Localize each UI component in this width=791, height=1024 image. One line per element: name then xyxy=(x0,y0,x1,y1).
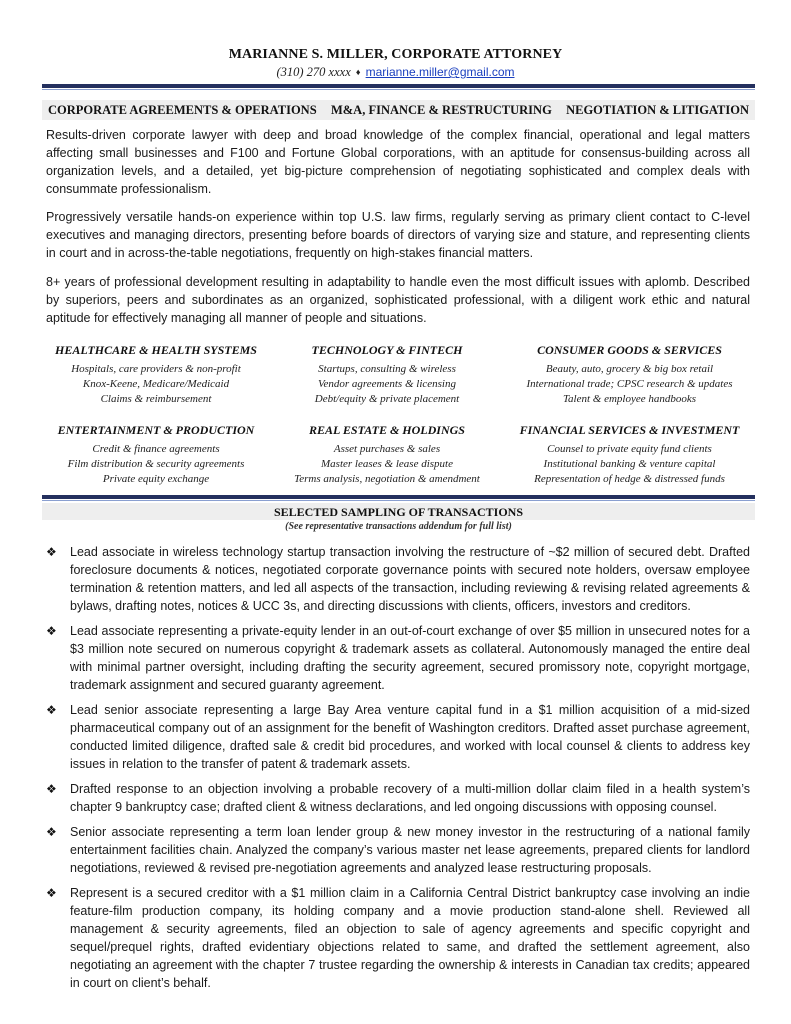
phone-number: (310) 270 xxxx xyxy=(276,65,351,79)
industry-financial-services xyxy=(504,422,755,487)
industry-line: Private equity exchange xyxy=(102,473,210,485)
diamond-bullet-icon: ❖ xyxy=(46,545,57,559)
contact-line xyxy=(0,65,791,80)
industry-heading: TECHNOLOGY & FINTECH xyxy=(311,343,463,357)
industry-line: Beauty, auto, grocery & big box retail xyxy=(545,363,714,375)
transaction-text: Senior associate representing a term loan lender group & new money investor in the restructuring of a national family entertainment facilities chain. Analyzed the company’s various master net lease agreements, prepared clients for landlord negotiations, reviewed & revised pre-negotiation agreements and analyzed lease restructuring proposals. xyxy=(70,825,750,875)
industry-line: Debt/equity & private placement xyxy=(314,393,460,405)
transaction-text: Lead senior associate representing a large Bay Area venture capital fund in a $1 million acquisition of a mid-sized pharmaceutical company out of an assignment for the benefit of Washington creditors. Drafted asset purchase agreement, conducted limited diligence, drafted sale & credit bid procedures, and worked with local counsel & clients to address key issues in relation to the transfer of patent & trademark assets. xyxy=(70,703,750,771)
industry-line: Vendor agreements & licensing xyxy=(318,378,456,390)
industry-heading: CONSUMER GOODS & SERVICES xyxy=(537,343,722,357)
summary-paragraph-1: Results-driven corporate lawyer with deep and broad knowledge of the complex financial, operational and legal matters affecting small businesses and F100 and Fortune Global corporations, with an aptitude for consensus-building across all organization levels, and a detailed, yet big-picture comprehension of negotiating sophisticated and complex deals with consummate professionalism. xyxy=(46,128,750,196)
transaction-text: Lead associate representing a private-equity lender in an out-of-court exchange of over $5 million in unsecured notes for a $3 million note secured on numerous copyright & trademark assets as collateral. Autonomously managed the entire deal with minimal partner oversight, including drafting the security agreement, secured promissory note, copyright mortgage, trademark assignment and secured guaranty agreement. xyxy=(70,624,750,692)
industry-line: International trade; CPSC research & updates xyxy=(526,378,733,390)
section-title: SELECTED SAMPLING OF TRANSACTIONS xyxy=(273,505,524,519)
practice-area-1: CORPORATE AGREEMENTS & OPERATIONS xyxy=(48,102,317,117)
summary-paragraph-2: Progressively versatile hands-on experience within top U.S. law firms, regularly serving as primary client contact to C-level executives and managing directors, presenting before boards of directors of varying size and stature, and representing clients in court and in across-the-table negotiations, frequently on high-stakes financial matters. xyxy=(46,210,750,260)
industries-row-2 xyxy=(42,422,755,487)
list-item xyxy=(44,701,750,773)
transaction-text: Drafted response to an objection involving a probable recovery of a multi-million dollar claim filed in a health system’s chapter 9 bankruptcy case; drafted client & witness declarations, and led ongoing discussions with opposing counsel. xyxy=(70,782,750,814)
industry-technology xyxy=(270,342,504,407)
section-subtitle: (See representative transactions addendum for full list) xyxy=(285,521,512,532)
candidate-name: MARIANNE S. MILLER, CORPORATE ATTORNEY xyxy=(228,47,563,62)
diamond-bullet-icon: ❖ xyxy=(46,703,57,717)
diamond-separator-icon: ♦ xyxy=(355,67,361,77)
transactions-list xyxy=(44,543,750,999)
industry-heading: REAL ESTATE & HOLDINGS xyxy=(309,423,465,437)
list-item xyxy=(44,622,750,694)
industry-heading: FINANCIAL SERVICES & INVESTMENT xyxy=(519,423,740,437)
industry-line: Hospitals, care providers & non-profit xyxy=(71,363,241,375)
section-divider-thin xyxy=(42,500,755,501)
industry-line: Asset purchases & sales xyxy=(333,443,441,455)
industries-row-1 xyxy=(42,342,755,407)
industry-healthcare xyxy=(42,342,270,407)
industry-line: Film distribution & security agreements xyxy=(67,458,245,470)
diamond-bullet-icon: ❖ xyxy=(46,782,57,796)
transaction-text: Represent is a secured creditor with a $1 million claim in a California Central District bankruptcy case involving an indie feature-film production company, its holding company and a movie production stand-alone shell. Reviewed all management & security agreements, filed an objection to sale of agency agreements and specific copyright and sequel/prequel rights, drafted evidentiary objections related to same, and drafted the settlement agreement, also negotiating an agreement with the chapter 7 trustee regarding the ownership & interests in Canadian tax credits; appeared in court on client’s behalf. xyxy=(70,886,750,990)
list-item xyxy=(44,823,750,877)
industry-line: Credit & finance agreements xyxy=(92,443,220,455)
practice-area-2: M&A, FINANCE & RESTRUCTURING xyxy=(330,102,552,117)
industry-line: Claims & reimbursement xyxy=(100,393,212,405)
transaction-text: Lead associate in wireless technology startup transaction involving the restructure of ~$2 million of secured debt. Drafted foreclosure documents & notices, negotiated corporate governance points with secured note holders, oversaw employee termination & retention matters, and led all aspects of the transaction, including reviewing & revising related agreements & bylaws, drafting notes, notices & UCC 3s, and directing discussions with clients, officers, investors and creditors. xyxy=(70,545,750,613)
diamond-bullet-icon: ❖ xyxy=(46,886,57,900)
industry-line: Startups, consulting & wireless xyxy=(318,363,456,375)
diamond-bullet-icon: ❖ xyxy=(46,825,57,839)
industry-line: Counsel to private equity fund clients xyxy=(547,443,712,455)
industry-heading: ENTERTAINMENT & PRODUCTION xyxy=(57,423,255,437)
industry-line: Talent & employee handbooks xyxy=(562,393,697,405)
list-item xyxy=(44,543,750,615)
list-item xyxy=(44,884,750,992)
diamond-bullet-icon: ❖ xyxy=(46,624,57,638)
header-divider-thick xyxy=(42,84,755,88)
industry-real-estate xyxy=(270,422,504,487)
industry-line: Terms analysis, negotiation & amendment xyxy=(294,473,480,485)
summary-paragraph-3: 8+ years of professional development resulting in adaptability to handle even the most difficult issues with aplomb. Described by superiors, peers and subordinates as an organized, sophisticated professional, with a diligent work ethic and natural aptitude for effectively managing all manner of people and situations. xyxy=(46,275,750,325)
industry-entertainment xyxy=(42,422,270,487)
industry-line: Master leases & lease dispute xyxy=(321,458,453,470)
list-item xyxy=(44,780,750,816)
industry-consumer-goods xyxy=(504,342,755,407)
industry-line: Representation of hedge & distressed funds xyxy=(534,473,725,485)
industry-line: Knox-Keene, Medicare/Medicaid xyxy=(82,378,230,390)
practice-area-3: NEGOTIATION & LITIGATION xyxy=(566,102,749,117)
header-divider-thin xyxy=(42,89,755,90)
industry-line: Institutional banking & venture capital xyxy=(543,458,716,470)
practice-areas xyxy=(42,100,755,120)
industry-heading: HEALTHCARE & HEALTH SYSTEMS xyxy=(55,343,257,357)
email-link[interactable]: marianne.miller@gmail.com xyxy=(365,65,515,79)
section-divider-thick xyxy=(42,495,755,499)
